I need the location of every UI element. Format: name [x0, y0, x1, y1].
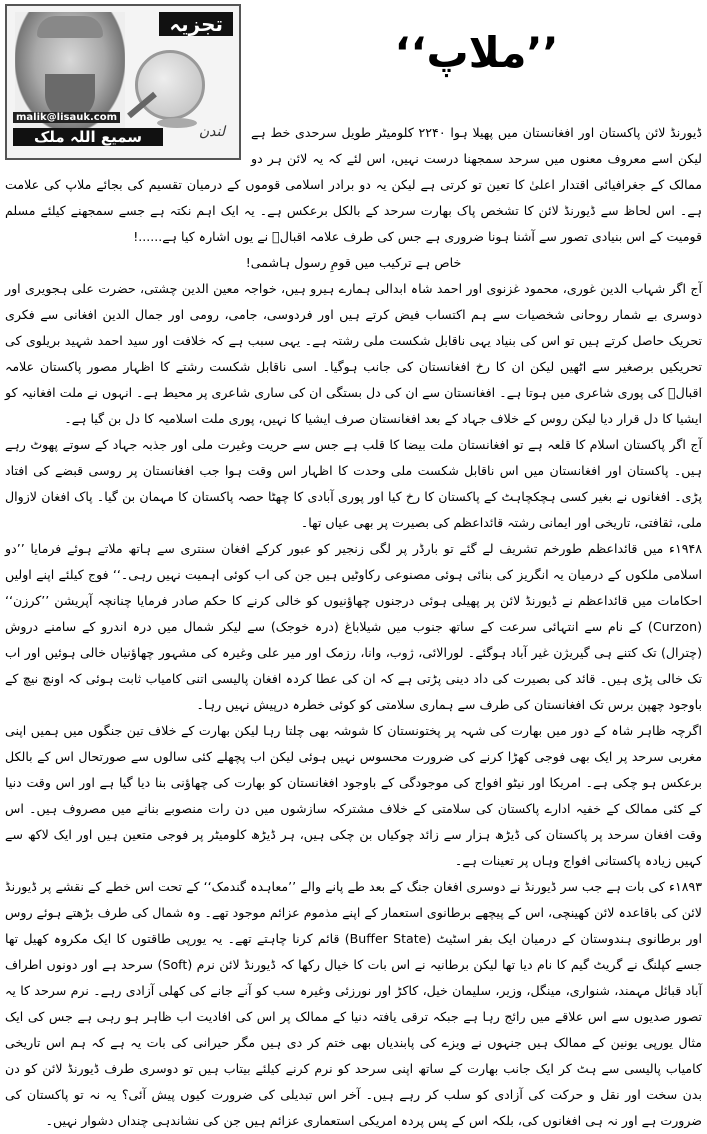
globe-stand-icon: [157, 118, 197, 128]
paragraph: آج اگر پاکستان اسلام کا قلعہ ہے تو افغانستان ملت بیضا کا قلب ہے جس سے حریت وغیرت ملی اور جذبہ جہاد کے سوتے پھوٹ رہے ہیں۔ پاکستان اور افغانستان میں اس ناقابل شکست ملی وحدت کا اظہار اس وقت ہوا جب افغانستان پر روسی قبضے کی افتاد پڑی۔ افغانوں نے بغیر کسی ہچکچاہٹ کے پاکستان کا رخ کیا اور پوری آبادی کا چھٹا حصہ پاکستان کا مہمان بن گیا۔ پاک افغان لازوال ملی، ثقافتی، تاریخی اور ایمانی رشتہ قائداعظم کی بصیرت پر بھی عیاں تھا۔: [5, 437, 702, 530]
author-name: سمیع اللہ ملک: [13, 128, 163, 146]
columnist-byline-box: [5, 4, 241, 160]
paragraph: اگرچہ ظاہر شاہ کے دور میں بھارت کی شہہ پر پختونستان کا شوشہ بھی چلتا رہا لیکن بھارت کے خلاف تین جنگوں میں ہمیں اپنی مغربی سرحد پر ایک بھی فوجی کھڑا کرنے کی ضرورت محسوس نہیں ہوئی لیکن اب پچھلے کئی سالوں سے صورتحال اس کے بالکل برعکس ہو چکی ہے۔ امریکا اور نیٹو افواج کی موجودگی کے باوجود افغانستان کو بھارت کی چھاؤنی بنا دیا گیا ہے اور اس وقت دنیا کے کئی ممالک کے خفیہ ادارے پاکستان کی سلامتی کے خلاف مشترکہ سازشوں میں دن رات منصوبے بنانے میں مصروف ہیں۔ اس وقت افغان سرحد پر پاکستان کی ڈیڑھ ہزار سے زائد چوکیاں بن چکی ہیں، ہر ڈیڑھ کلومیٹر پر فوجی متعین ہیں اور ایک لاکھ سے کہیں زیادہ پاکستانی افواج وہاں پر تعینات ہے۔: [5, 723, 702, 868]
section-tag: تجزیہ: [159, 12, 233, 36]
globe-icon: [135, 50, 205, 120]
paragraph: آج اگر شہاب الدین غوری، محمود غزنوی اور احمد شاہ ابدالی ہمارے ہیرو ہیں، خواجہ معین الدین چشتی، حضرت علی ہجویری اور دوسری بے شمار روحانی شخصیات سے ہم اکتساب فیض کرتے ہیں اور فردوسی، جامی، رومی اور جمال الدین افغانی سے فکری تحریک حاصل کرتے ہیں تو اس کی بنیاد یہی ناقابل شکست ملی رشتہ ہے۔ یہی سبب ہے کہ خلافت اور سید احمد شہید بریلوی کی تحریکیں برصغیر سے اٹھیں لیکن ان کا رخ افغانستان کی جانب ہوگیا۔ اسی ناقابل شکست رشتے کا اظہار مصور پاکستان علامہ اقبالؒ کی پوری شاعری میں ہوتا ہے۔ افغانستان سے ان کی دل بستگی ان کی ساری شاعری پر محیط ہے۔ انہوں نے ملت افغانیہ کو ایشیا کا دل قرار دیا لیکن روس کے خلاف جہاد کے بعد افغانستان صرف ایشیا کا نہیں، پوری ملت اسلامیہ کا دل بن گیا ہے۔: [5, 281, 702, 426]
paragraph: ۱۹۴۸ء میں قائداعظم طورخم تشریف لے گئے تو بارڈر پر لگی زنجیر کو عبور کرکے افغان سنتری سے ہاتھ ملاتے ہوئے فرمایا ’’دو اسلامی ملکوں کے درمیان یہ انگریز کی بنائی ہوئی مصنوعی رکاوٹیں ہیں جن کی اب کوئی اہمیت نہیں رہی۔‘‘ فوج کیلئے اپنے اولیں احکامات میں قائداعظم نے ڈیورنڈ لائن پر پھیلی ہوئی درجنوں چھاؤنیوں کو خالی کرنے کا حکم صادر فرمایا چنانچہ آپریشن ’’کرزن‘‘ (Curzon) کے نام سے انتہائی سرعت کے ساتھ جنوب میں شیلاباغ (درہ خوجک) سے لیکر شمال میں درہ اندرو کے سامنے دروش (چترال) تک کتنے ہی گیریژن غیر آباد ہوگئے۔ لورالائی، ژوب، وانا، رزمک اور میر علی وغیرہ کی مشہور چھاؤنیاں خالی ہوئیں اور اب تک خالی پڑی ہیں۔ قائد کی بصیرت کی داد دینی پڑتی ہے کہ ان کی عطا کردہ افغان پالیسی اتنی کامیاب ثابت ہوئی کہ اونچ نیچ کے باوجود چھپن برس تک افغانستان کی طرف سے ہماری سلامتی کو کوئی خطرہ درپیش نہیں رہا۔: [5, 541, 702, 712]
paragraph: ڈیورنڈ لائن پاکستان اور افغانستان میں پھیلا ہوا ۲۲۴۰ کلومیٹر طویل سرحدی خط ہے لیکن اسے معروف معنوں میں سرحد سمجھنا درست نہیں، اس لئے کہ یہ لائن ہر دو ممالک کے جغرافیائی اقتدار اعلیٰ کا تعین تو کرتی ہے لیکن یہ دو برادر اسلامی قوموں کے درمیان تقسیم کی بجائے ملاپ کی علامت ہے۔ اس لحاظ سے ڈیورنڈ لائن کا تشخص پاک بھارت سرحد کے بالکل برعکس ہے۔ یہ ایک اہم نکتہ ہے جسے سمجھنے کیلئے مسلم قومیت کے اس بنیادی تصور سے آشنا ہونا ضروری ہے جس کی طرف علامہ اقبالؒ نے یوں اشارہ کیا ہے......!: [5, 125, 702, 244]
article-body: [5, 120, 702, 1134]
verse: خاص ہے ترکیب میں قومِ رسول ہاشمی!: [245, 255, 462, 270]
article-title: ’’ملاپ‘‘: [394, 28, 559, 77]
paragraph: ۱۸۹۳ء کی بات ہے جب سر ڈیورنڈ نے دوسری افغان جنگ کے بعد طے پانے والے ’’معاہدہ گندمک‘‘ کے تحت اس خطے کے نقشے پر ڈیورنڈ لائن کی باقاعدہ لائن کھینچی، اس کے پیچھے برطانوی استعمار کے اپنے مذموم عزائم موجود تھے۔ وہ شمال کی طرف بڑھتے ہوئے روس اور برطانوی ہندوستان کے درمیان ایک بفر اسٹیٹ (Buffer State) قائم کرنا چاہتے تھے۔ یہ یورپی طاقتوں کا ایک مکروہ کھیل تھا جسے کپلنگ نے گریٹ گیم کا نام دیا تھا لیکن برطانیہ نے اس بات کا خیال رکھا کہ ڈیورنڈ لائن نرم (Soft) سرحد ہے اور دونوں اطراف آباد قبائل مہمند، شنواری، مینگل، وزیر، سلیمان خیل، کاکڑ اور نورزئی وغیرہ سب کو آنے جانے کی کھلی آزادی رہے۔ نرم سرحد کا یہ تصور صدیوں سے اس علاقے میں رائج رہا ہے جبکہ ترقی یافتہ دنیا کے ممالک پر اس کی افادیت اب ظاہر ہو رہی ہے جس کی ایک مثال یورپی یونین کے ممالک ہیں جنہوں نے ویزے کی پابندیاں بھی ختم کر دی ہیں مگر حیرانی کی بات یہ ہے کہ ہم اس تاریخی کامیاب پالیسی سے ہٹ کر ایک جانب بھارت کے ساتھ اپنی سرحد کو نرم کرنے کیلئے بیتاب ہیں تو دوسری طرف ڈیورنڈ لائن کو دن بدن سخت اور نقل و حرکت کی آزادی کو سلب کر رہے ہیں۔ آخر اس تبدیلی کی ضرورت کیوں پیش آئی؟ یہ نہ تو پاکستان کی ضرورت ہے اور نہ ہی افغانوں کی، بلکہ اس کے پس پردہ امریکی استعماری عزائم ہیں جن کی نشاندہی چنداں دشوار نہیں۔: [5, 879, 702, 1128]
city-logo: لندن: [198, 124, 225, 140]
author-email: malik@lisauk.com: [13, 112, 120, 123]
